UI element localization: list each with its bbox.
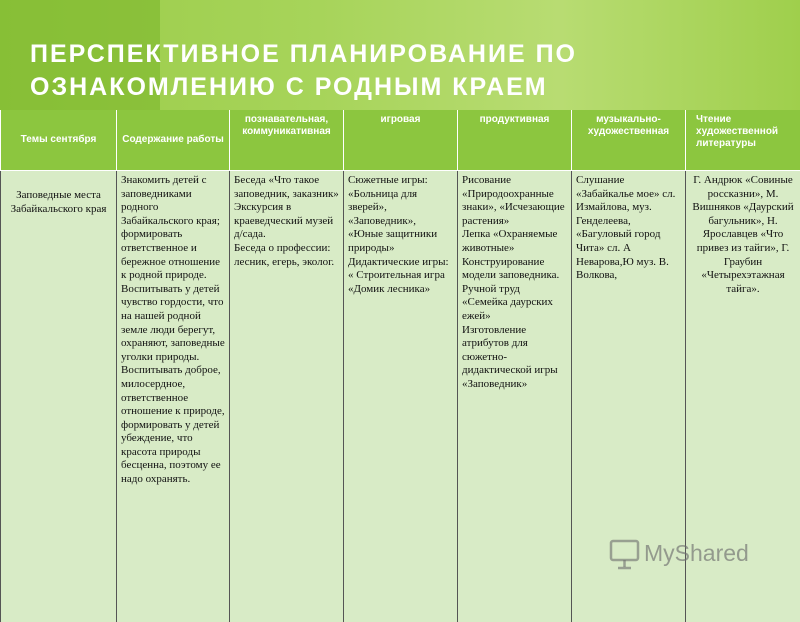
watermark-logo: [608, 538, 778, 572]
header-reading: Чтение художественной литературы: [686, 110, 800, 171]
header-content: Содержание работы: [117, 110, 230, 171]
cell-theme-text: Заповедные места Забайкальского края: [11, 189, 107, 215]
cell-play: [344, 171, 458, 622]
cell-play-text: Сюжетные игры: «Больница для зверей», «Заповедник», «Юные защитники природы» Дидактические игры: « Строительная игра «Домик лесника»: [348, 174, 449, 295]
cell-music-text: Слушание «Забайкалье мое» сл. Измайлова, муз. Генделеева, «Багуловый город Чита» сл. А Неварова,Ю муз. В. Волкова,: [576, 174, 675, 281]
slide-title-line-1: ПЕРСПЕКТИВНОЕ ПЛАНИРОВАНИЕ ПО: [30, 38, 790, 71]
cell-content-text: Знакомить детей с заповедниками родного Забайкальского края; формировать ответственное и бережное отношение к родной природе. Воспитывать у детей чувство гордости, что на нашей родной земле люди берегут, охраняют, заповедные уголки природы. Воспитывать доброе, милосердное, ответственное отношение к природе, формировать у детей убеждение, что красота природы бесценна, поэтому ее надо охранять.: [121, 174, 225, 485]
slide-title: [30, 38, 790, 104]
cell-productive-text: Рисование «Природоохранные знаки», «Исчезающие растения» Лепка «Охраняемые животные» Конструирование модели заповедника. Ручной труд «Семейка даурских ежей» Изготовление атрибутов для сюжетно-дидактической игры «Заповедник»: [462, 174, 565, 390]
cell-reading-text: Г. Андрюк «Совиные россказни», М. Вишняков «Даурский багульник», Н. Ярославцев «Что привез из тайги», Г. Граубин «Четырехэтажная тайга».: [692, 174, 793, 295]
slide-title-line-2: ОЗНАКОМЛЕНИЮ С РОДНЫМ КРАЕМ: [30, 71, 790, 104]
watermark-text: MyShared: [644, 540, 749, 567]
header-play: игровая: [344, 110, 458, 171]
cell-cognitive-text: Беседа «Что такое заповедник, заказник» Экскурсия в краеведческий музей д/сада. Беседа о профессии: лесник, егерь, эколог.: [234, 174, 339, 268]
table-header-row: [1, 110, 800, 171]
header-themes: Темы сентября: [1, 110, 117, 171]
cell-theme: [1, 171, 117, 622]
header-productive: продуктивная: [458, 110, 572, 171]
cell-cognitive: [230, 171, 344, 622]
presentation-board-icon: [608, 538, 642, 570]
cell-productive: [458, 171, 572, 622]
cell-content: [117, 171, 230, 622]
header-music: музыкально-художественная: [572, 110, 686, 171]
header-cognitive: познавательная, коммуникативная: [230, 110, 344, 171]
